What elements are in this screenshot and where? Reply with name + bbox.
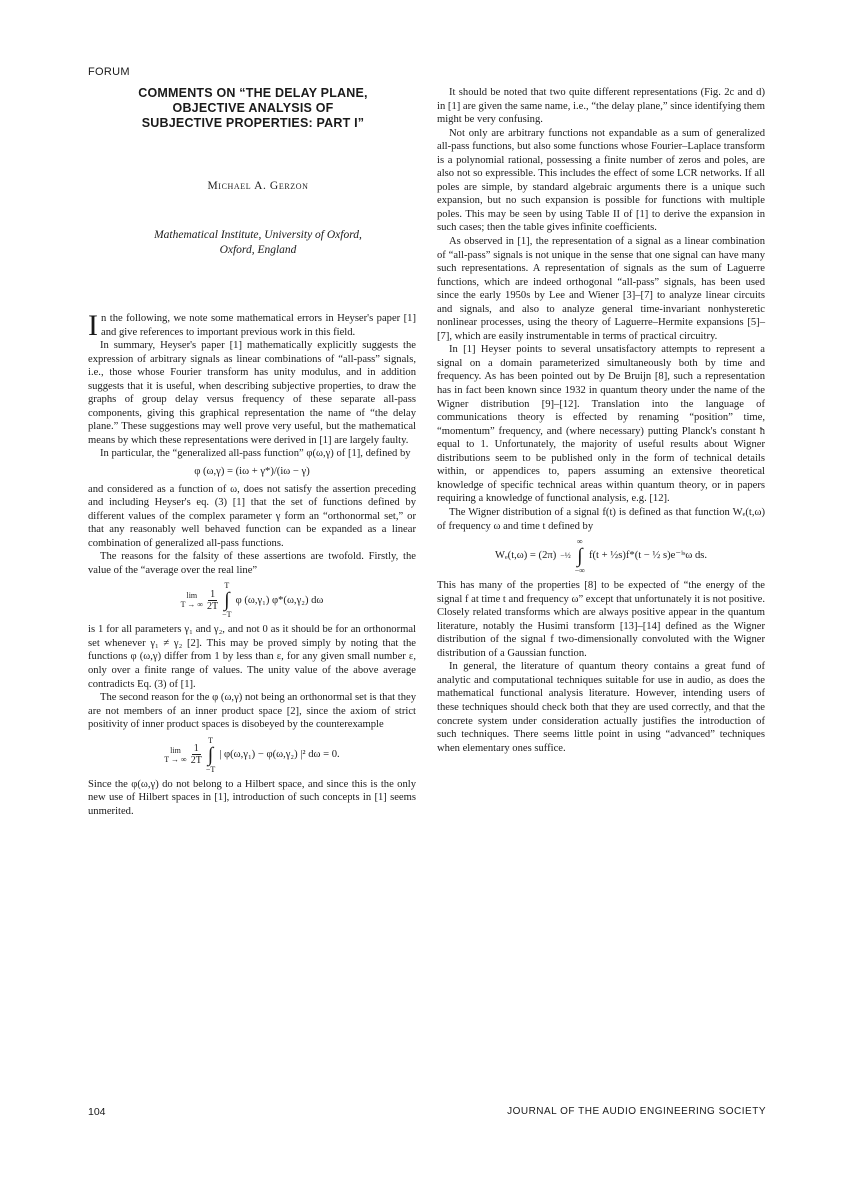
paragraph: Since the φ(ω,γ) do not belong to a Hilbert space, and since this is the only new use of Hilbert spaces in [1], introduction of such concepts in [1] seems unmerited.: [88, 778, 416, 817]
fraction: $\frac{1}{2T}$: [207, 588, 219, 612]
equation-counterexample: [88, 736, 416, 774]
limit-operator: lim T → ∞: [164, 745, 187, 764]
journal-name: JOURNAL OF THE AUDIO ENGINEERING SOCIETY: [507, 1106, 766, 1117]
title-line: SUBJECTIVE PROPERTIES: PART I”: [141, 116, 365, 130]
paragraph: The Wigner distribution of a signal f(t) is defined as that function Wₑ(t,ω) of frequency ω and time t defined by: [437, 506, 765, 532]
paragraph: This has many of the properties [8] to be expected of “the energy of the signal f at time t and frequency ω” except that unfortunately it is not positive. Closely related transforms which are always positive appear in the quantum literature, notably the Husimi transform [13]–[14] defined as the Wigner distribution of the signal f two-dimensionally convoluted with the Wigner distribution of a Gaussian function.: [437, 580, 765, 659]
paragraph: It should be noted that two quite different representations (Fig. 2c and d) in [1] are given the same name, i.e., “the delay plane,” since identifying them might be very confusing.: [437, 87, 765, 126]
integral-sign: T ∫ −T: [205, 735, 216, 774]
integrand: | φ(ω,γ₁) − φ(ω,γ₂) |² dω = 0.: [219, 748, 340, 760]
paragraph: is 1 for all parameters γ₁ and γ₂, and not 0 as it should be for an orthonormal set whenever γ₁ ≠ γ₂ [2]. This may be proved simply by noting that the functions φ (ω,γ) differ from 1 by less than ε, for any given small number ε, only over a finite range of values. The unity value of the above average contradicts Eq. (3) of [1].: [88, 624, 416, 690]
paragraph: The reasons for the falsity of these assertions are twofold. Firstly, the value of the “average over the real line”: [88, 551, 416, 576]
paragraph: The second reason for the φ (ω,γ) not being an orthonormal set is that they are not members of an inner product space [2], since the axiom of strict positivity of inner product spaces is disobeyed by the counterexample: [88, 692, 416, 731]
equation-wigner: [437, 537, 765, 575]
page-number: 104: [88, 1106, 106, 1118]
paragraph: and considered as a function of ω, does not satisfy the assertion preceding and including Heyser's eq. (3) [1] that the set of functions defined by different values of the complex parameter γ form an “orthonormal set,” or that any reasonably well behaved function can be expanded as a linear combination of generalized all-pass functions.: [88, 483, 416, 549]
section-label: FORUM: [88, 66, 130, 78]
right-column: [437, 86, 765, 755]
left-column: [88, 309, 416, 818]
affiliation-line: Oxford, England: [219, 244, 297, 256]
title-line: OBJECTIVE ANALYSIS OF: [172, 101, 334, 115]
integrand: f(t + ½s)f*(t − ½ s)e⁻ⁱˢω ds.: [589, 550, 708, 562]
paragraph: [88, 309, 416, 342]
exponent: −½: [560, 551, 571, 561]
title-line: COMMENTS ON “THE DELAY PLANE,: [138, 86, 368, 100]
paragraph: In summary, Heyser's paper [1] mathematically explicitly suggests the expression of arbitrary signals as linear combinations of “all-pass” signals, i.e., those whose Fourier transform has unity modulus, and in addition suggests that it is useful, when describing subjective properties, to draw the graphs of group delay versus frequency of these separate all-pass components, giving this graphical representation the name of “the delay plane.” These suggestions may well prove very useful, but the mathematical means by which these representations were derived in [1] are largely faulty.: [88, 340, 416, 446]
affiliation-line: Mathematical Institute, University of Oxford,: [154, 229, 362, 241]
paragraph: Not only are arbitrary functions not expandable as a sum of generalized all-pass functions, but also some functions whose Fourier–Laplace transform is a polynomial rational, possessing a finite number of zeros and poles, are also not so expressible. This includes the effect of some LCR networks. If all poles are simple, by standard algebraic arguments there is a unique such expansion, but no such expansion is possible for functions with multiple poles. This may be seen by using Table II of [1] to derive the expansion in such cases; then the table gives infinite coefficients.: [437, 127, 765, 234]
integrand: φ (ω,γ₁) φ*(ω,γ₂) dω: [235, 594, 324, 606]
fraction: $\frac{1}{2T}$: [190, 743, 202, 767]
author-affiliation: [88, 228, 428, 258]
paragraph-text: n the following, we note some mathematical errors in Heyser's paper [1] and give references to important previous work in this field.: [101, 313, 416, 338]
equation-allpass: φ (ω,γ) = (iω + γ*)/(iω − γ): [194, 466, 310, 478]
paragraph: As observed in [1], the representation of a signal as a linear combination of “all-pass” signals is not unique in the sense that one signal can have many such representations. A representation of signals as the sum of Laguerre functions, which are indeed orthogonal “all-pass” signals, has been used since the early 1950s by Lee and Wiener [3]–[7] to analyze linear circuits and signals, and also to analyze general time-invariant nonhysteretic nonlinear processes, using the theory of Laguerre–Hermite expansions [5]–[7], which are easily instrumentable in terms of practical circuitry.: [437, 236, 765, 342]
author-name: Michael A. Gerzon: [207, 180, 309, 192]
paragraph: In [1] Heyser points to several unsatisfactory attempts to represent a signal on a domain parameterized simultaneously both by time and frequency. As has been pointed out by De Bruijn [8], such a representation has in fact been known since 1932 in quantum theory under the name of the Wigner distribution [9]–[12]. Translation into the language of communications theory is effected by renaming “position” time, “momentum” frequency, and (where necessary) putting Planck's constant ħ equal to 1. Unfortunately, the majority of useful results about Wigner distributions seem to be published only in the form of technical details within, or appendices to, papers assuming an extensive theoretical knowledge of specific technical areas within quantum theory, or in papers requiring a knowledge of functional analysis, e.g. [12].: [437, 344, 765, 505]
equation-average: [88, 581, 416, 619]
paragraph: In general, the literature of quantum theory contains a great fund of analytic and computational techniques suitable for use in audio, as does the mathematical functional analysis literature. However, intending users of these techniques should check both that they are used correctly, and that the concrete system under consideration actually justifies the introduction of such techniques. There seems little point in using “advanced” techniques when elementary ones suffice.: [437, 661, 765, 754]
integral-sign: T ∫ −T: [222, 581, 232, 620]
article-title: [100, 86, 406, 131]
equation-lhs: Wₑ(t,ω) = (2π): [494, 550, 557, 562]
limit-operator: lim T → ∞: [180, 591, 204, 610]
paragraph: In particular, the “generalized all-pass function” φ(ω,γ) of [1], defined by: [100, 448, 411, 460]
drop-cap: I: [88, 309, 98, 342]
integral-sign: ∞ ∫ −∞: [574, 537, 585, 576]
